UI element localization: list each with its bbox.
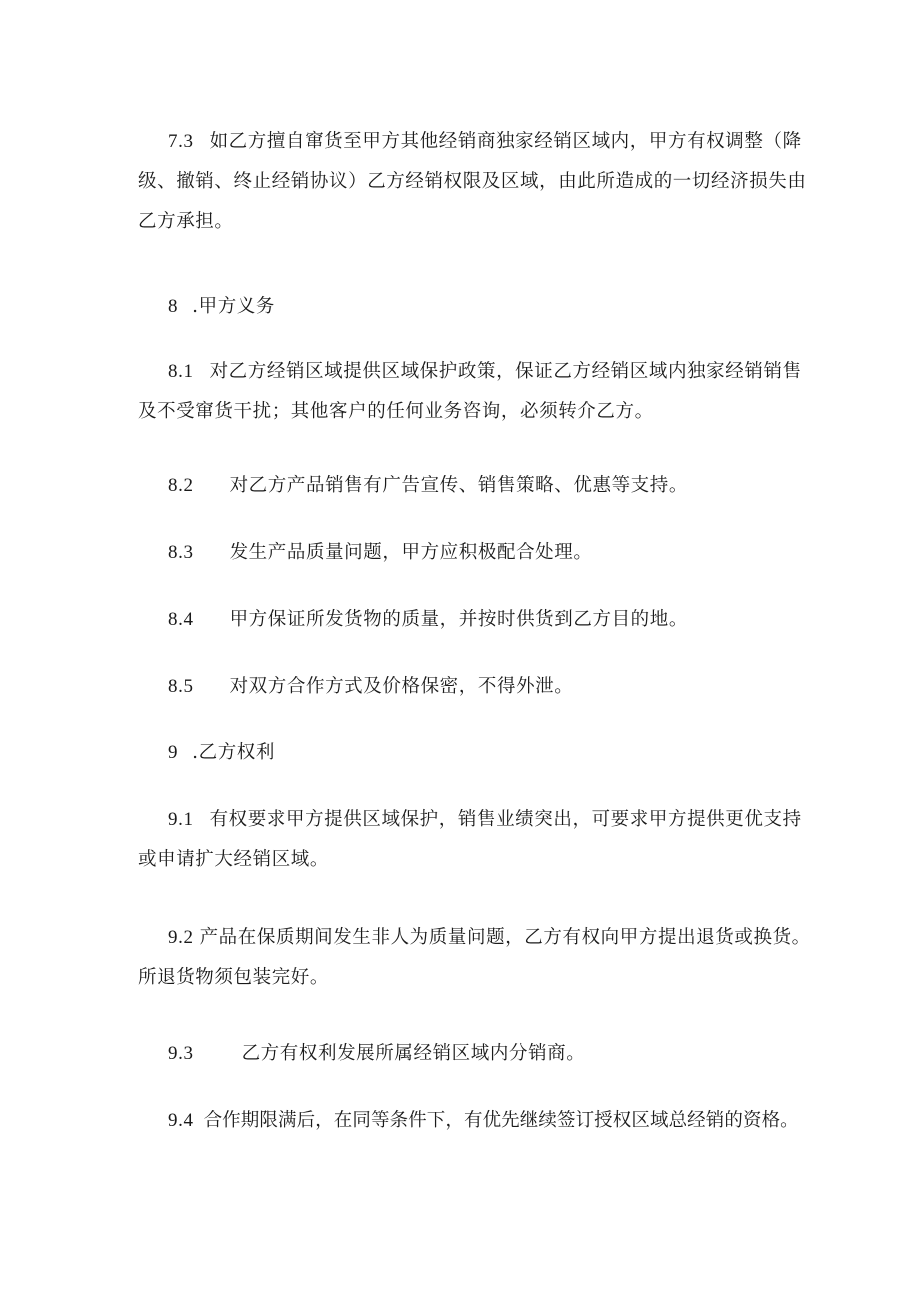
clause-text: 有权要求甲方提供区域保护，销售业绩突出，可要求甲方提供更优支持 xyxy=(209,809,802,830)
clause-text: 或申请扩大经销区域。 xyxy=(138,849,330,870)
clause-number: 8.3 xyxy=(168,542,194,563)
clause-8-1 xyxy=(138,352,802,432)
clause-8-4 xyxy=(168,600,788,640)
clause-line xyxy=(138,392,788,432)
clause-line xyxy=(168,122,802,162)
clause-9-4 xyxy=(168,1101,799,1141)
clause-number: 8.2 xyxy=(168,475,194,496)
clause-line xyxy=(138,202,788,242)
clause-text: 对乙方产品销售有广告宣传、销售策略、优惠等支持。 xyxy=(229,475,688,496)
clause-text: 发生产品质量问题，甲方应积极配合处理。 xyxy=(229,542,593,563)
clause-text: 对双方合作方式及价格保密，不得外泄。 xyxy=(229,676,574,697)
section-title: .甲方义务 xyxy=(192,296,275,317)
clause-line xyxy=(168,533,788,573)
clause-line xyxy=(168,1101,799,1141)
clause-7-3 xyxy=(138,122,807,242)
clause-number: 9.1 xyxy=(168,809,194,830)
clause-8-3 xyxy=(168,533,788,573)
clause-number: 9.4 xyxy=(168,1110,194,1131)
clause-line xyxy=(168,352,802,392)
clause-9-1 xyxy=(138,800,802,880)
clause-text: 产品在保质期间发生非人为质量问题，乙方有权向甲方提出退货或换货。 xyxy=(199,927,811,948)
clause-text: 甲方保证所发货物的质量，并按时供货到乙方目的地。 xyxy=(229,609,688,630)
clause-8-5 xyxy=(168,667,788,707)
clause-text: 级、撤销、终止经销协议）乙方经销权限及区域，由此所造成的一切经济损失由 xyxy=(138,171,807,192)
section-number: 8 xyxy=(168,296,179,317)
clause-text: 如乙方擅自窜货至甲方其他经销商独家经销区域内，甲方有权调整（降 xyxy=(209,131,802,152)
section-heading-9 xyxy=(168,733,788,773)
section-number: 9 xyxy=(168,742,179,763)
clause-number: 8.4 xyxy=(168,609,194,630)
clause-line xyxy=(138,162,807,202)
section-heading-8 xyxy=(168,287,788,327)
clause-8-2 xyxy=(168,466,788,506)
clause-line xyxy=(168,800,802,840)
section-title: .乙方权利 xyxy=(192,742,275,763)
clause-line xyxy=(138,958,788,998)
clause-text: 所退货物须包装完好。 xyxy=(138,967,330,988)
clause-line xyxy=(168,600,788,640)
heading-line xyxy=(168,287,788,327)
clause-text: 乙方有权利发展所属经销区域内分销商。 xyxy=(241,1043,586,1064)
clause-number: 9.3 xyxy=(168,1043,194,1064)
clause-number: 7.3 xyxy=(168,131,194,152)
clause-line xyxy=(168,466,788,506)
clause-number: 9.2 xyxy=(168,927,194,948)
clause-number: 8.1 xyxy=(168,361,194,382)
clause-text: 对乙方经销区域提供区域保护政策，保证乙方经销区域内独家经销销售 xyxy=(209,361,802,382)
clause-line xyxy=(168,667,788,707)
heading-line xyxy=(168,733,788,773)
clause-9-2 xyxy=(138,918,811,998)
clause-line xyxy=(138,840,788,880)
clause-text: 乙方承担。 xyxy=(138,211,234,232)
clause-number: 8.5 xyxy=(168,676,194,697)
clause-9-3 xyxy=(168,1034,788,1074)
clause-text: 及不受窜货干扰；其他客户的任何业务咨询，必须转介乙方。 xyxy=(138,401,654,422)
clause-line xyxy=(168,918,811,958)
clause-line xyxy=(168,1034,788,1074)
clause-text: 合作期限满后，在同等条件下，有优先继续签订授权区域总经销的资格。 xyxy=(203,1110,799,1131)
